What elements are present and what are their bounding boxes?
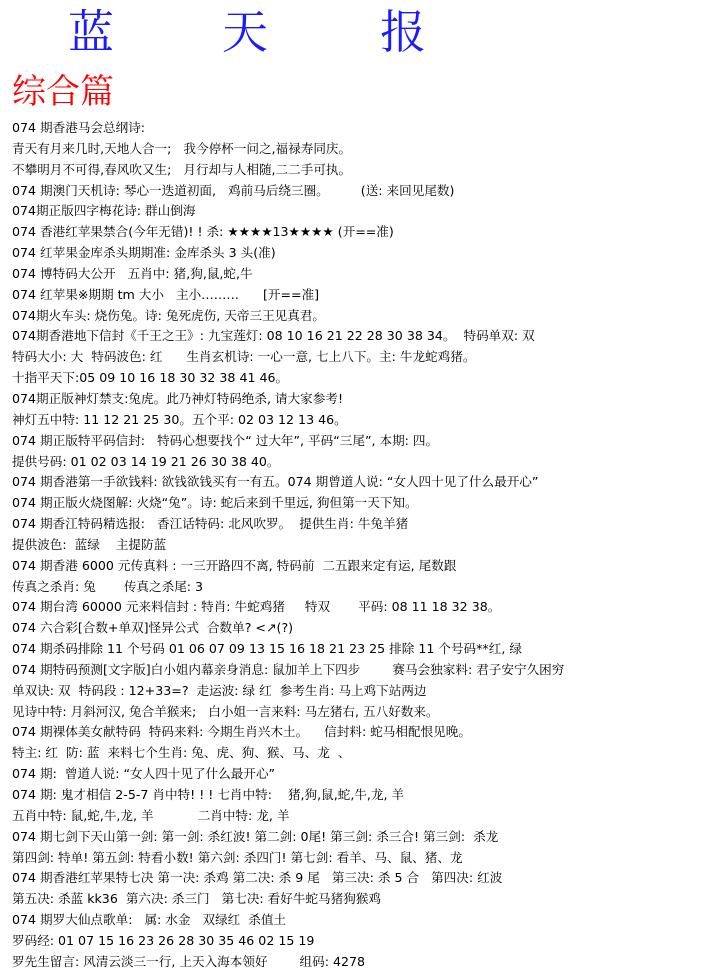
text-line: 提供号码: 01 02 03 14 19 21 26 30 38 40。 [12, 453, 280, 469]
text-line: 074 红苹果金库杀头期期准: 金库杀头 3 头(准) [12, 245, 276, 261]
text-line: 074 期正版特平码信封: 特码心想要找个“ 过大年”, 平码“三尾”, 本期: 四。 [12, 432, 439, 448]
text-line: 第五决: 杀蓝 kk36 第六决: 杀三门 第七决: 看好牛蛇马猪狗猴鸡 [12, 891, 382, 907]
text-line: 074 期香港 6000 元传真料 : 一三开路四不离, 特码前 二五跟来定有运, 尾数跟 [12, 557, 457, 573]
text-line: 提供波色: 蓝绿 主提防蓝 [12, 536, 167, 552]
text-line: 074 期香港红苹果特七决 第一决: 杀鸡 第二决: 杀 9 尾 第三决: 杀 5 合 第四决: 红波 [12, 870, 503, 886]
text-line: 第四剑: 特单! 第五剑: 特看小数! 第六剑: 杀四门! 第七剑: 看羊、马、鼠、猪、龙 [12, 849, 463, 865]
text-line: 见诗中特: 月斜河汉, 兔合羊猴来; 白小姐一言来料: 马左猪右, 五八好数来。 [12, 703, 439, 719]
text-line: 074 期台湾 60000 元来料信封 : 特肖: 牛蛇鸡猪 特双 平码: 08 11 18 32 38。 [12, 599, 501, 615]
section-title: 综合篇 [12, 72, 114, 112]
text-line: 特主: 红 防: 蓝 来料七个生肖: 兔、虎、狗、猴、马、龙 、 [12, 745, 351, 761]
text-line: 074 期正版火烧图解: 火烧“兔”。诗: 蛇后来到千里远, 狗但第一天下知。 [12, 495, 418, 511]
text-line: 074 期香江特码精选报: 香江话特码: 北风吹罗。 提供生肖: 牛兔羊猪 [12, 516, 409, 532]
article-body [12, 118, 712, 973]
text-line: 传真之杀肖: 兔 传真之杀尾: 3 [12, 578, 204, 594]
text-line: 074 期: 鬼才相信 2-5-7 肖中特! ! ! 七肖中特: 猪,狗,鼠,蛇,牛,龙, 羊 [12, 787, 405, 802]
text-line: 074 期罗大仙点歌单: 属: 水金 双绿红 杀值土 [12, 912, 287, 928]
masthead-char-2: 天 [222, 5, 268, 59]
text-line: 五肖中特: 鼠,蛇,牛,龙, 羊 二肖中特: 龙, 羊 [12, 807, 290, 823]
masthead-char-3: 报 [380, 5, 426, 59]
text-line: 074 期特码预测[文字版]白小姐内幕亲身消息: 鼠加羊上下四步 赛马会独家料: 君子安宁久困穷 [12, 661, 565, 677]
text-line: 074期火车头: 烧伤兔。诗: 兔死虎伤, 天帝三王见真君。 [12, 307, 326, 323]
text-line: 074 期香港马会总纲诗: [12, 120, 146, 135]
text-line: 074 红苹果※期期 tm 大小 主小……… [开==准] [12, 286, 320, 302]
text-line: 神灯五中特: 11 12 21 25 30。五个平: 02 03 12 13 46。 [12, 411, 347, 427]
text-line: 074 期七剑下天山第一剑: 第一剑: 杀红波! 第二剑: 0尾! 第三剑: 杀三合! 第三剑: 杀龙 [12, 828, 499, 844]
text-line: 不攀明月不可得,春风吹又生; 月行却与人相随,二二手可执。 [12, 161, 352, 177]
text-line: 074 期澳门天机诗: 琴心一迭道初面, 鸡前马后绕三圈。 (送: 来回见尾数) [12, 182, 455, 198]
text-line: 074 期裸体美女献特码 特码来料: 今期生肖兴木土。 信封料: 蛇马相配恨见晚。 [12, 724, 471, 740]
text-line: 特码大小: 大 特码波色: 红 生肖玄机诗: 一心一意, 七上八下。主: 牛龙蛇鸡猪。 [12, 349, 476, 365]
text-line: 单双诀: 双 特码段 : 12+33=? 走运波: 绿 红 参考生肖: 马上鸡下站两边 [12, 682, 427, 698]
text-line: 074 期香港第一手欲钱料: 欲钱欲钱买有一有五。074 期曾道人说: “女人四十见了什么最开心” [12, 474, 539, 490]
text-line: 青天有月来几时,天地人合一; 我今停杯一问之,福禄寿同庆。 [12, 140, 352, 156]
text-line: 074期香港地下信封《千王之王》: 九宝莲灯: 08 10 16 21 22 28 30 38 34。 特码单双: 双 [12, 328, 535, 344]
masthead [0, 0, 715, 66]
text-line: 074 期: 曾道人说: “女人四十见了什么最开心” [12, 766, 276, 782]
text-line: 074 博特码大公开 五肖中: 猪,狗,鼠,蛇,牛 [12, 265, 253, 281]
text-line: 074期正版四字梅花诗: 群山倒海 [12, 203, 196, 219]
text-line: 074 六合彩[合数+单双]怪异公式 合数单? <↗(?) [12, 620, 294, 636]
text-line: 十指平天下:05 09 10 16 18 30 32 38 41 46。 [12, 370, 289, 386]
masthead-char-1: 蓝 [68, 5, 114, 59]
text-line: 罗码经: 01 07 15 16 23 26 28 30 35 46 02 15 19 [12, 932, 315, 948]
text-line: 074期正版神灯禁支:兔虎。此乃神灯特码绝杀, 请大家参考! [12, 390, 343, 406]
text-line: 罗先生留言: 风清云淡三一行, 上天入海本领好 组码: 4278 [12, 953, 366, 969]
text-line: 074 香港红苹果禁合(今年无错)! ! 杀: ★★★★13★★★★ (开==准) [12, 224, 394, 240]
text-line: 074 期杀码排除 11 个号码 01 06 07 09 13 15 16 18 21 23 25 排除 11 个号码**红, 绿 [12, 641, 522, 657]
